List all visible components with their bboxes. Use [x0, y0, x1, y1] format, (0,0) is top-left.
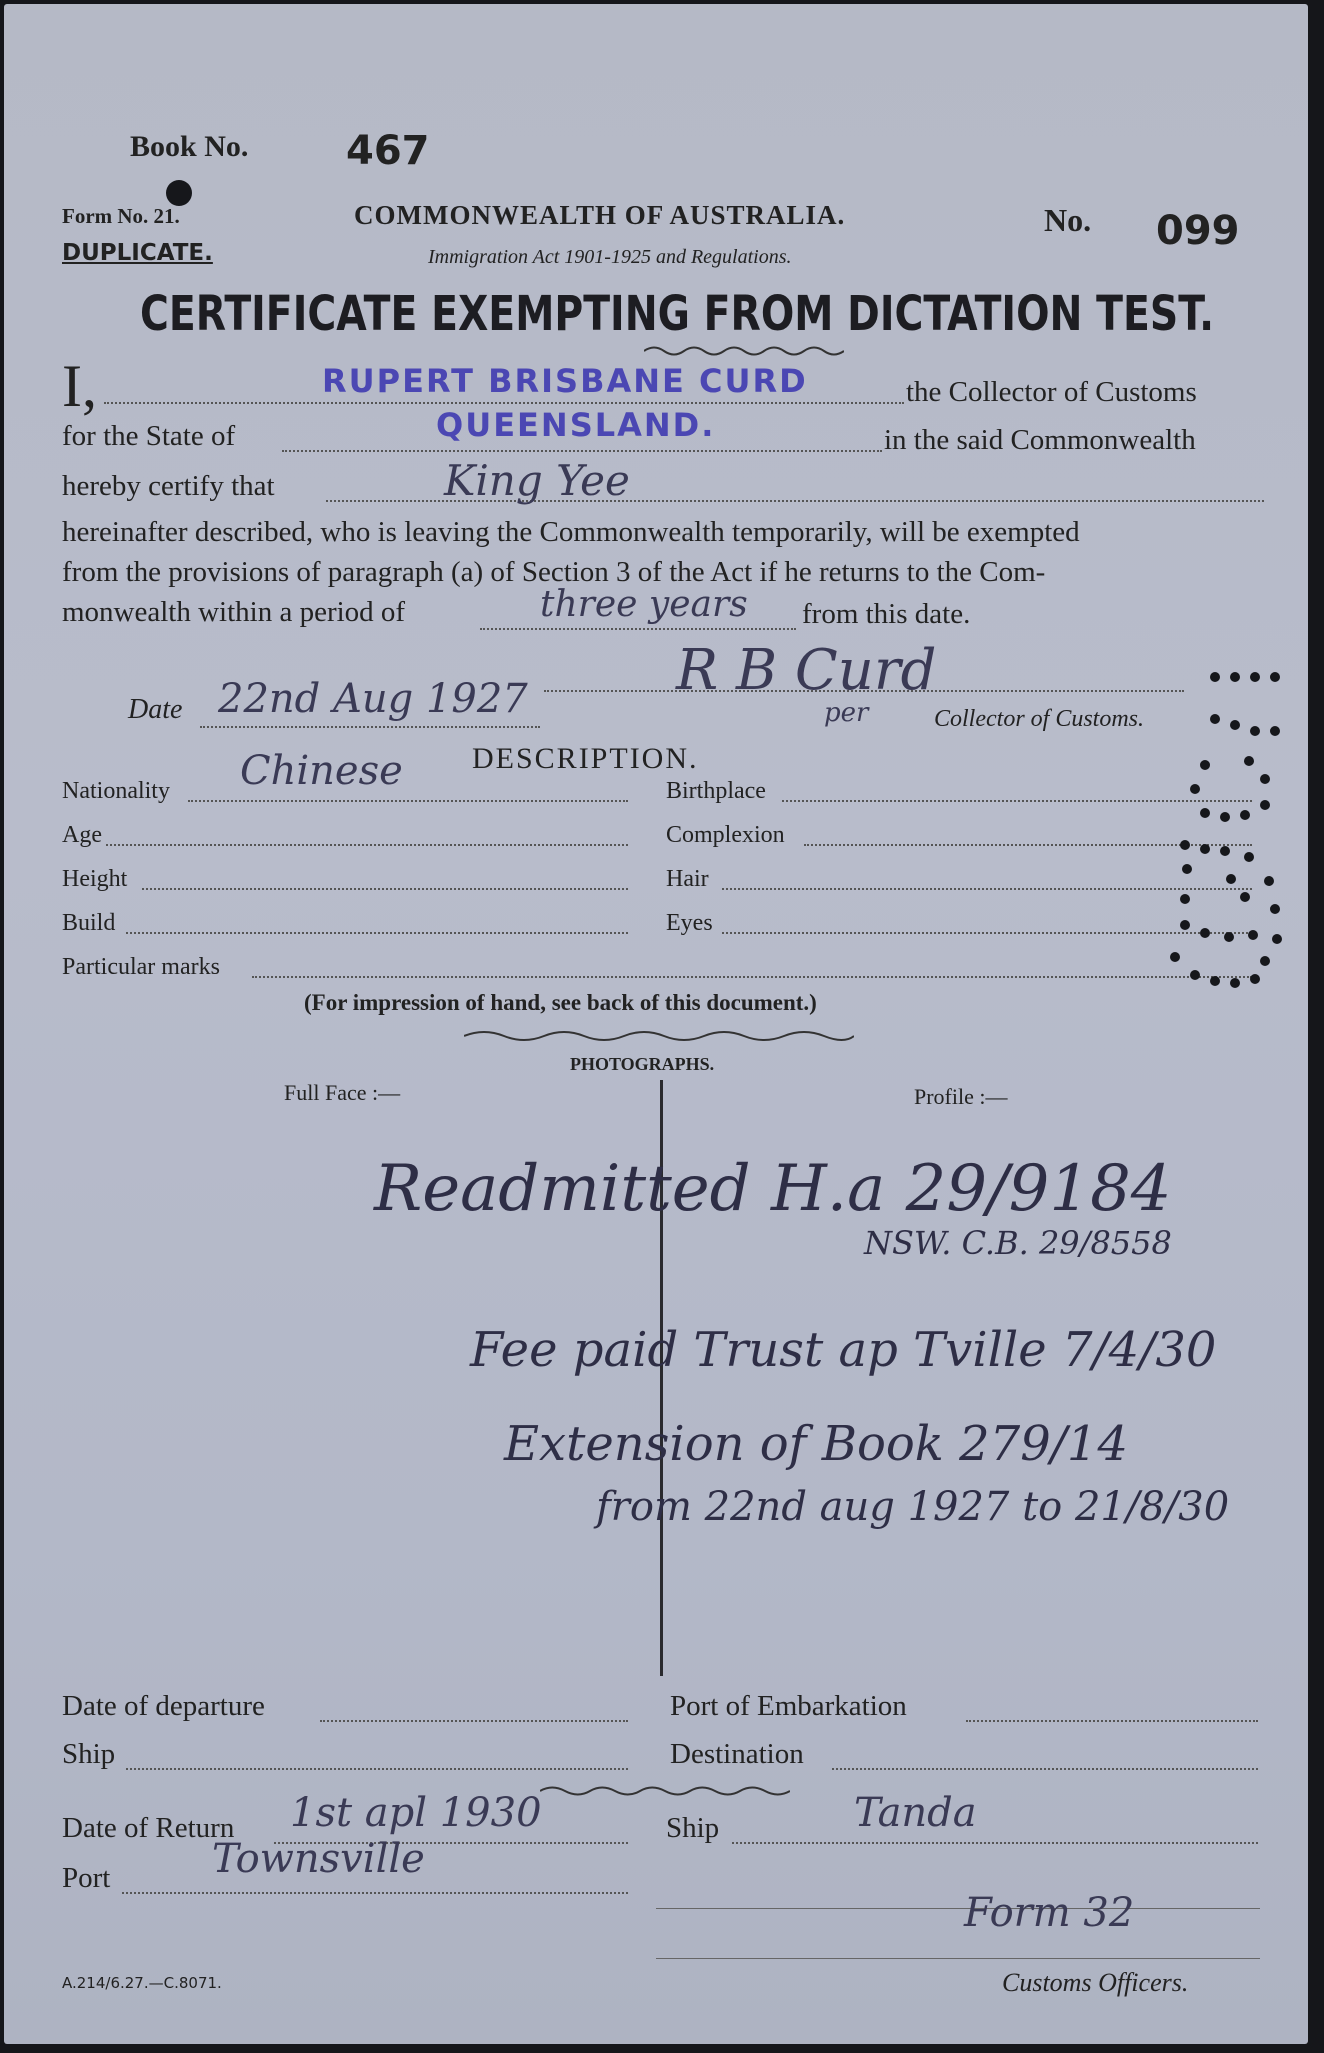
state-value: QUEENSLAND. — [436, 406, 716, 444]
collector-signature: R B Curd — [676, 638, 937, 703]
return-date-value: 1st apl 1930 — [290, 1790, 542, 1836]
duplicate-label: DUPLICATE. — [62, 240, 213, 266]
text-line-1: hereinafter described, who is leaving the Commonwealth temporarily, will be exempted — [62, 516, 1080, 548]
readmitted-note: Readmitted H.a 29/9184 — [374, 1152, 1172, 1226]
birthplace-label: Birthplace — [666, 778, 766, 804]
commonwealth-heading: COMMONWEALTH OF AUSTRALIA. — [354, 200, 846, 230]
for-state-label: for the State of — [62, 420, 236, 452]
height-line — [142, 888, 628, 890]
full-face-label: Full Face :— — [284, 1080, 401, 1105]
embarkation-line — [966, 1720, 1258, 1722]
extension-dates-note: from 22nd aug 1927 to 21/8/30 — [596, 1484, 1230, 1530]
print-code: A.214/6.27.—C.8071. — [62, 1974, 222, 1992]
per-text: per — [824, 698, 869, 728]
in-commonwealth-text: in the said Commonwealth — [884, 424, 1196, 456]
photographs-heading: PHOTOGRAPHS. — [570, 1054, 715, 1074]
particular-marks-line — [252, 976, 1252, 978]
return-date-label: Date of Return — [62, 1812, 235, 1844]
note-flourish — [464, 1028, 854, 1044]
book-label: Book No. — [130, 130, 249, 163]
particular-marks-label: Particular marks — [62, 954, 220, 980]
ship2-label: Ship — [666, 1812, 720, 1844]
date-line — [200, 726, 540, 728]
embarkation-label: Port of Embarkation — [670, 1690, 907, 1722]
port-line — [122, 1892, 628, 1894]
certificate-document — [4, 4, 1308, 2044]
state-line — [282, 450, 882, 452]
certify-label: hereby certify that — [62, 470, 275, 502]
ship-line — [126, 1768, 628, 1770]
nationality-label: Nationality — [62, 778, 170, 804]
certificate-title: CERTIFICATE EXEMPTING FROM DICTATION TEST. — [140, 286, 1215, 342]
destination-label: Destination — [670, 1738, 804, 1770]
date-value: 22nd Aug 1927 — [218, 676, 528, 722]
extension-note: Extension of Book 279/14 — [504, 1416, 1128, 1472]
complexion-label: Complexion — [666, 822, 785, 848]
height-label: Height — [62, 866, 128, 892]
readmitted-ref: NSW. C.B. 29/8558 — [864, 1224, 1172, 1262]
act-reference: Immigration Act 1901-1925 and Regulations. — [428, 246, 792, 268]
departure-line — [320, 1720, 628, 1722]
port-value: Townsville — [212, 1836, 425, 1882]
no-label: No. — [1044, 202, 1092, 238]
collector-of-customs-label: Collector of Customs. — [934, 706, 1145, 732]
hand-impression-note: (For impression of hand, see back of this document.) — [304, 990, 817, 1015]
eyes-line — [722, 932, 1252, 934]
title-flourish — [644, 344, 844, 358]
i-label: I, — [62, 353, 97, 419]
nationality-value: Chinese — [240, 748, 403, 794]
ship-label: Ship — [62, 1738, 116, 1770]
book-number: 467 — [346, 128, 430, 174]
date-label: Date — [128, 694, 183, 725]
officer-line-2 — [656, 1958, 1260, 1959]
text-line-3a: monwealth within a period of — [62, 596, 406, 628]
description-heading: DESCRIPTION. — [472, 742, 699, 775]
eyes-label: Eyes — [666, 910, 713, 936]
hair-line — [722, 888, 1252, 890]
birthplace-line — [782, 800, 1252, 802]
text-line-3b: from this date. — [802, 598, 971, 630]
hair-label: Hair — [666, 866, 709, 892]
collector-of-customs-text: the Collector of Customs — [906, 376, 1197, 408]
collector-name: RUPERT BRISBANE CURD — [322, 362, 808, 400]
customs-officers-label: Customs Officers. — [1002, 1968, 1189, 1997]
return-flourish — [540, 1784, 790, 1798]
person-name: King Yee — [444, 456, 630, 505]
officer-line-1 — [656, 1908, 1260, 1909]
build-label: Build — [62, 910, 116, 936]
build-line — [126, 932, 628, 934]
profile-label: Profile :— — [914, 1084, 1008, 1109]
destination-line — [832, 1768, 1258, 1770]
form-note: Form 32 — [964, 1890, 1135, 1936]
period-value: three years — [540, 584, 748, 625]
collector-name-line — [104, 402, 904, 404]
age-line — [106, 844, 628, 846]
period-line — [480, 628, 796, 630]
ship2-line — [732, 1842, 1258, 1844]
form-number: Form No. 21. — [62, 204, 180, 228]
departure-label: Date of departure — [62, 1690, 265, 1722]
nationality-line — [188, 800, 628, 802]
port-label: Port — [62, 1862, 111, 1894]
age-label: Age — [62, 822, 102, 848]
certificate-number: 099 — [1156, 208, 1240, 254]
punch-hole — [166, 180, 192, 206]
fee-note: Fee paid Trust ap Tville 7/4/30 — [470, 1322, 1217, 1378]
ship2-value: Tanda — [854, 1790, 977, 1836]
text-line-2: from the provisions of paragraph (a) of Section 3 of the Act if he returns to the Com- — [62, 556, 1046, 588]
